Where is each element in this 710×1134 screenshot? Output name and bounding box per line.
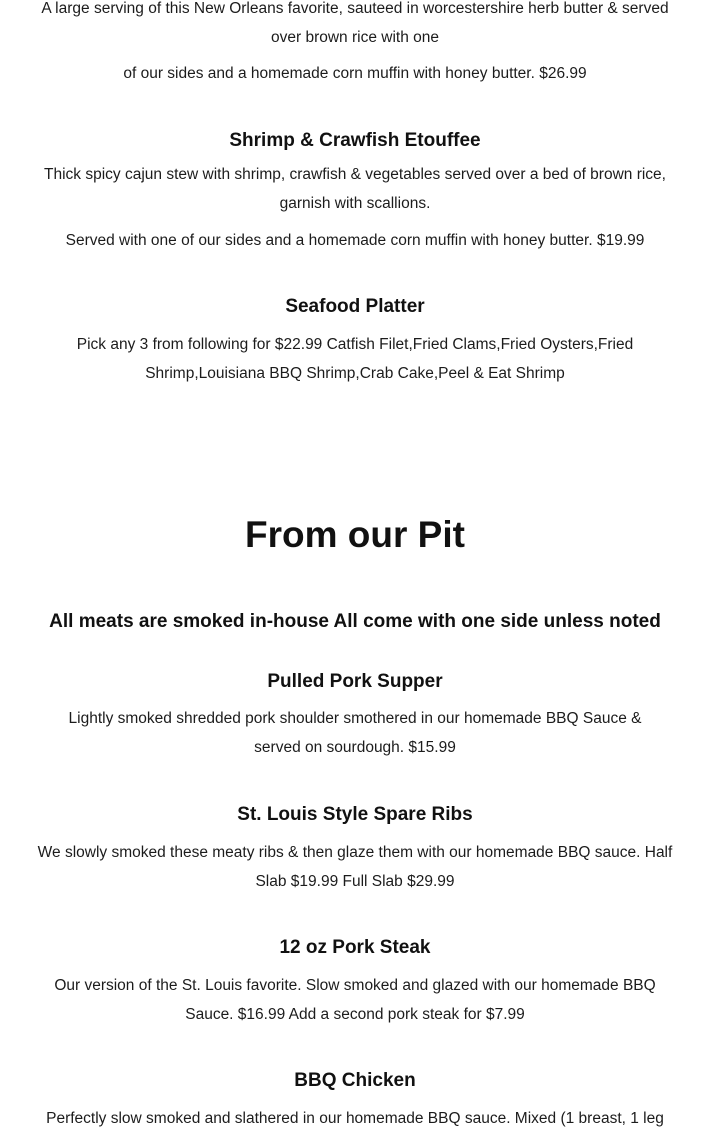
section-title-from-our-pit: From our Pit	[245, 514, 465, 555]
pit-item-description: We slowly smoked these meaty ribs & then glaze them with our homemade BBQ sauce. Half Slab $19.99 Full Slab $29.99	[37, 844, 673, 890]
pit-item-description: Lightly smoked shredded pork shoulder smothered in our homemade BBQ Sauce & served on sourdough. $15.99	[68, 710, 642, 756]
pit-item-name: St. Louis Style Spare Ribs	[237, 804, 473, 825]
pit-item-description: Perfectly slow smoked and slathered in our homemade BBQ sauce. Mixed (1 breast, 1 leg	[46, 1110, 664, 1127]
section-subtitle-pit: All meats are smoked in-house All come with one side unless noted	[49, 611, 661, 632]
etouffee-item-serving-price: Served with one of our sides and a homemade corn muffin with honey butter. $19.99	[65, 232, 645, 249]
pit-item-name: 12 oz Pork Steak	[279, 937, 431, 958]
etouffee-item-name: Shrimp & Crawfish Etouffee	[229, 130, 481, 151]
pit-item-name: BBQ Chicken	[294, 1070, 416, 1091]
seafood-prev-item-description-price: of our sides and a homemade corn muffin with honey butter. $26.99	[123, 65, 587, 82]
seafood-prev-item-description: A large serving of this New Orleans favorite, sauteed in worcestershire herb butter & served over brown rice with one	[41, 0, 669, 46]
seafood-platter-description: Pick any 3 from following for $22.99 Catfish Filet,Fried Clams,Fried Oysters,Fried Shrimp,Louisiana BBQ Shrimp,Crab Cake,Peel & Eat Shrimp	[76, 336, 634, 382]
etouffee-item-description: Thick spicy cajun stew with shrimp, crawfish & vegetables served over a bed of brown rice, garnish with scallions.	[44, 166, 666, 212]
pit-item-name: Pulled Pork Supper	[267, 671, 443, 692]
seafood-platter-name: Seafood Platter	[285, 296, 425, 317]
pit-item-description: Our version of the St. Louis favorite. Slow smoked and glazed with our homemade BBQ Sauce. $16.99 Add a second pork steak for $7.99	[54, 977, 656, 1023]
